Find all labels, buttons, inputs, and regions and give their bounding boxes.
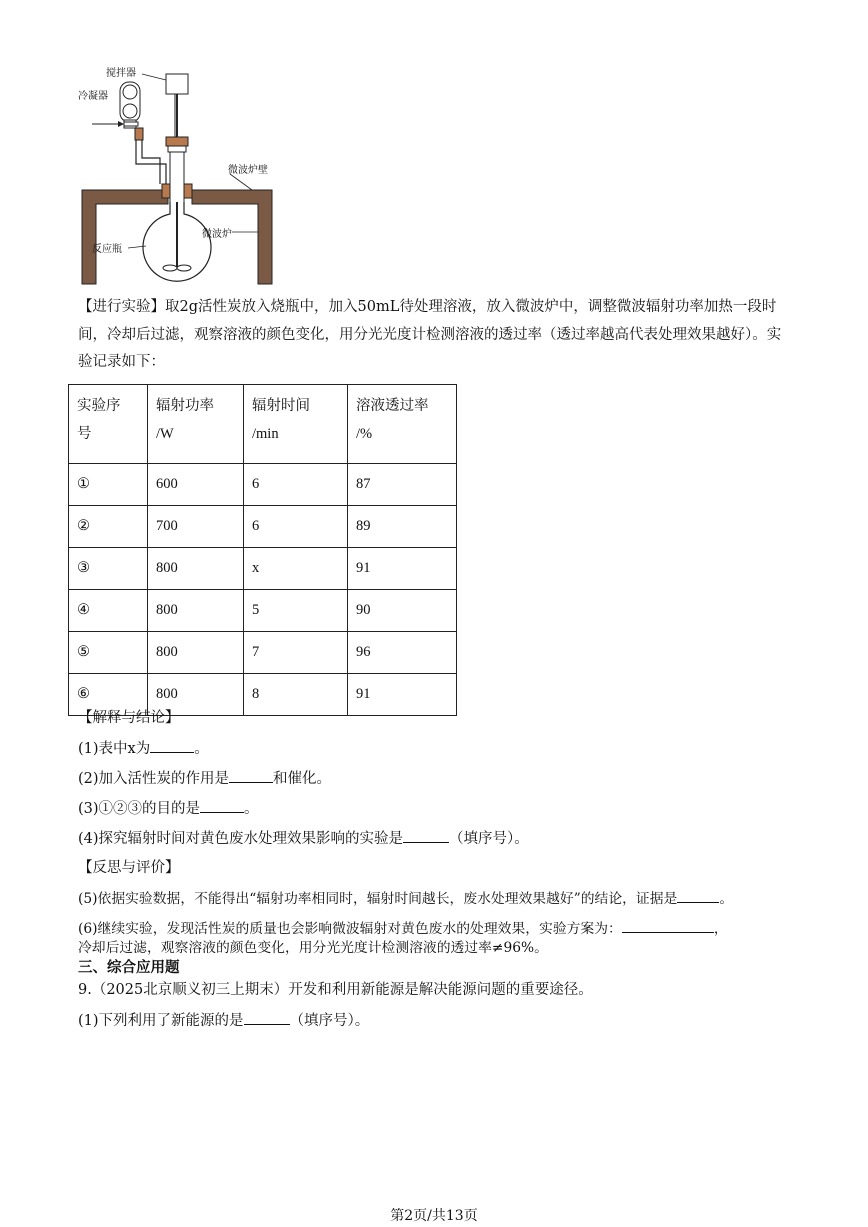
stirrer-motor — [166, 74, 188, 94]
table-row — [69, 506, 457, 548]
answer-blank[interactable] — [244, 1010, 290, 1025]
question-9: 9.（2025北京顺义初三上期末）开发和利用新能源是解决能源问题的重要途径。 — [78, 982, 593, 998]
apparatus-diagram — [78, 62, 288, 290]
answer-blank[interactable] — [200, 798, 244, 813]
answer-blank[interactable] — [403, 828, 449, 843]
label-stirrer: 搅拌器 — [106, 68, 136, 79]
conclusion-heading: 【解释与结论】 — [78, 710, 180, 726]
label-condenser: 冷凝器 — [78, 91, 108, 102]
question-4: (4)探究辐射时间对黄色废水处理效果影响的实验是 （填序号）。 — [78, 828, 529, 849]
table-row — [69, 590, 457, 632]
section-title: 三、综合应用题 — [78, 960, 180, 976]
question-5: (5)依据实验数据，不能得出“辐射功率相同时，辐射时间越长，废水处理效果越好”的结论，证据是 。 — [78, 888, 733, 909]
table-row — [69, 548, 457, 590]
table-cell: 600 — [148, 464, 244, 506]
table-cell: 800 — [148, 548, 244, 590]
experiment-paragraph — [78, 294, 794, 377]
experiment-table — [68, 384, 457, 716]
answer-blank[interactable] — [150, 738, 194, 753]
question-6-line-2: 冷却后过滤，观察溶液的颜色变化，用分光光度计检测溶液的透过率≠96%。 — [78, 940, 548, 956]
reflection-heading: 【反思与评价】 — [78, 860, 180, 876]
table-cell: 91 — [348, 548, 457, 590]
header-cell: 实验序 号 — [69, 385, 148, 464]
question-3: (3)①②③的目的是 。 — [78, 798, 259, 819]
table-header-row — [69, 385, 457, 464]
label-oven-wall: 微波炉壁 — [228, 165, 268, 176]
table-cell: 5 — [244, 590, 348, 632]
header-cell: 辐射功率 /W — [148, 385, 244, 464]
table-cell: 6 — [244, 464, 348, 506]
table-cell: ④ — [69, 590, 148, 632]
stopper — [166, 137, 188, 146]
label-oven: 微波炉 — [202, 229, 232, 240]
question-6: (6)继续实验，发现活性炭的质量也会影响微波辐射对黄色废水的处理效果，实验方案为： ， — [78, 918, 728, 939]
answer-blank[interactable] — [622, 918, 714, 933]
experiment-body: 取2g活性炭放入烧瓶中，加入50mL待处理溶液，放入微波炉中，调整微波辐射功率加热一段时间，冷却后过滤，观察溶液的颜色变化，用分光光度计检测溶液的透过率（透过率越高代表处理效果越好）。实验记录如下： — [78, 299, 782, 370]
table-cell: 800 — [148, 674, 244, 716]
table-cell: 800 — [148, 632, 244, 674]
table-cell: ⑤ — [69, 632, 148, 674]
table-cell: 6 — [244, 506, 348, 548]
table-cell: ② — [69, 506, 148, 548]
table-cell: 90 — [348, 590, 457, 632]
table-cell: 91 — [348, 674, 457, 716]
header-cell: 溶液透过率 /% — [348, 385, 457, 464]
table-cell: 8 — [244, 674, 348, 716]
table-cell: 700 — [148, 506, 244, 548]
answer-blank[interactable] — [677, 888, 719, 903]
table-cell: ① — [69, 464, 148, 506]
table-cell: 89 — [348, 506, 457, 548]
question-1: (1)表中x为 。 — [78, 738, 209, 759]
apparatus-svg — [78, 62, 288, 290]
table-cell: 800 — [148, 590, 244, 632]
label-flask: 反应瓶 — [92, 244, 122, 255]
table-row — [69, 464, 457, 506]
page-footer: 第2页/共13页 — [390, 1208, 478, 1224]
header-cell: 辐射时间 /min — [244, 385, 348, 464]
table-row — [69, 632, 457, 674]
table-cell: x — [244, 548, 348, 590]
question-9-1: (1)下列利用了新能源的是 （填序号）。 — [78, 1010, 369, 1031]
table-cell: 87 — [348, 464, 457, 506]
table-cell: 96 — [348, 632, 457, 674]
experiment-heading: 【进行实验】 — [78, 299, 165, 315]
answer-blank[interactable] — [229, 768, 273, 783]
table-cell: ③ — [69, 548, 148, 590]
question-2: (2)加入活性炭的作用是 和催化。 — [78, 768, 331, 789]
table-cell: 7 — [244, 632, 348, 674]
table-cell: ⑥ — [69, 674, 148, 716]
